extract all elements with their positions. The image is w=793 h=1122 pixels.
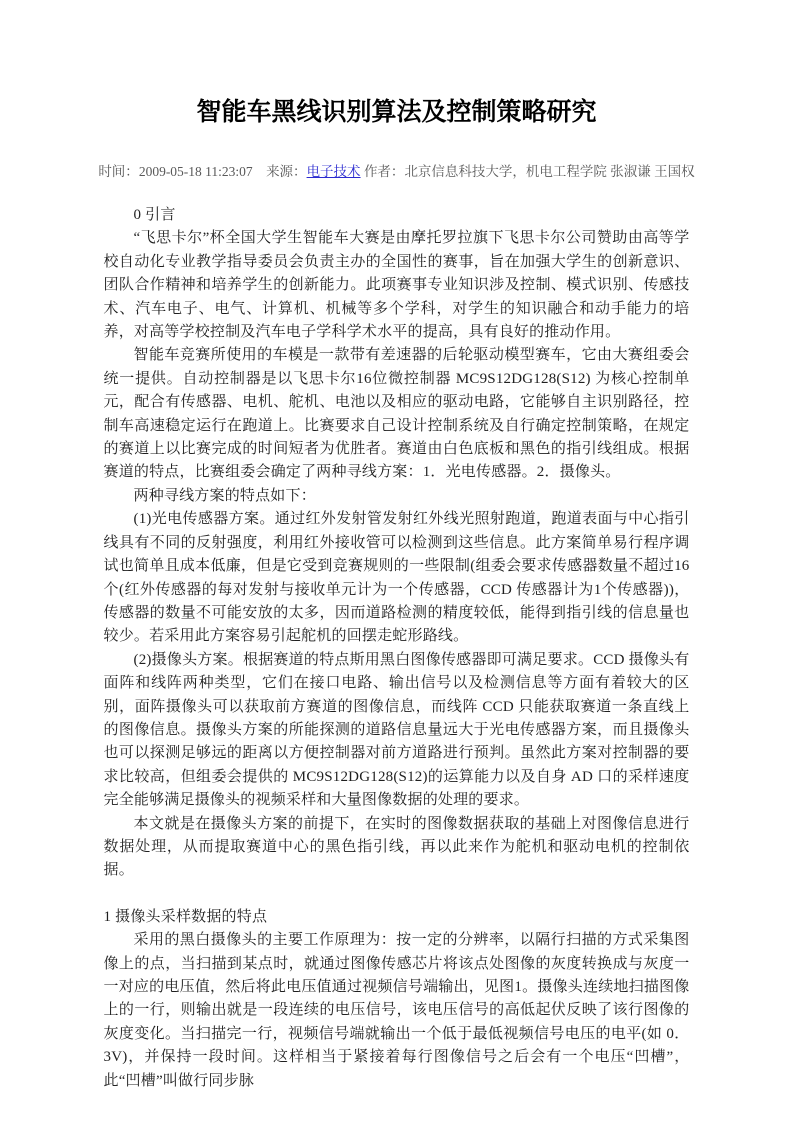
paragraph-camera-scheme: (2)摄像头方案。根据赛道的特点斯用黑白图像传感器即可满足要求。CCD 摄像头有面阵和线阵两种类型，它们在接口电路、输出信号以及检测信息等方面有着较大的区别，面阵摄像头可以获取前方赛道的图像信息，而线阵 CCD 只能获取赛道一条直线上的图像信息。摄像头方案的所能探测的道路信息量远大于光电传感器方案，而且摄像头也可以探测足够远的距离以方便控制器对前方道路进行预判。虽然此方案对控制器的要求比较高，但组委会提供的 MC9S12DG128(S12)的运算能力以及自身 AD 口的采样速度完全能够满足摄像头的视频采样和大量图像数据的处理的要求。 bbox=[103, 651, 690, 809]
paragraph-camera-principle: 采用的黑白摄像头的主要工作原理为：按一定的分辨率，以隔行扫描的方式采集图像上的点，当扫描到某点时，就通过图像传感芯片将该点处图像的灰度转换成与灰度一一对应的电压值，然后将此电压值通过视频信号端输出，见图1。摄像头连续地扫描图像上的一行，则输出就是一段连续的电压信号，该电压信号的高低起伏反映了该行图像的灰度变化。当扫描完一行，视频信号端就输出一个低于最低视频信号电压的电平(如 0．3V)，并保持一段时间。这样相当于紧接着每行图像信号之后会有一个电压“凹槽”，此“凹槽”叫做行同步脉 bbox=[103, 932, 690, 1089]
meta-time-value: 2009-05-18 11:23:07 bbox=[138, 164, 253, 179]
section-heading-1-camera-sampling: 1 摄像头采样数据的特点 bbox=[103, 908, 268, 925]
paragraph-this-paper: 本文就是在摄像头方案的前提下，在实时的图像数据获取的基础上对图像信息进行数据处理，从而提取赛道中心的黑色指引线，再以此来作为舵机和驱动电机的控制依据。 bbox=[103, 815, 690, 879]
meta-source-link[interactable]: 电子技术 bbox=[306, 164, 361, 179]
article-body bbox=[104, 204, 690, 1093]
meta-source-label: 来源： bbox=[266, 164, 307, 179]
meta-time-label: 时间： bbox=[98, 164, 139, 179]
paragraph-car-model: 智能车竞赛所使用的车模是一款带有差速器的后轮驱动模型赛车，它由大赛组委会统一提供。自动控制器是以飞思卡尔16位微控制器 MC9S12DG128(S12) 为核心控制单元，配合有传感器、电机、舵机、电池以及相应的驱动电路，它能够自主识别路径，控制车高速稳定运行在跑道上。比赛要求自己设计控制系统及自行确定控制策略，在规定的赛道上以比赛完成的时间短者为优胜者。赛道由白色底板和黑色的指引线组成。根据赛道的特点，比赛组委会确定了两种寻线方案：1．光电传感器。2．摄像头。 bbox=[103, 347, 690, 481]
meta-author-value: 北京信息科技大学，机电工程学院 张淑谦 王国权 bbox=[404, 164, 695, 179]
meta-author-label: 作者： bbox=[363, 164, 405, 179]
section-heading-0-intro: 0 引言 bbox=[133, 207, 176, 223]
paragraph-competition-overview: “飞思卡尔”杯全国大学生智能车大赛是由摩托罗拉旗下飞思卡尔公司赞助由高等学校自动化专业教学指导委员会负责主办的全国性的赛事，旨在加强大学生的创新意识、团队合作精神和培养学生的创新能力。此项赛事专业知识涉及控制、模式识别、传感技术、汽车电子、电气、计算机、机械等多个学科，对学生的知识融合和动手能力的培养，对高等学校控制及汽车电子学科学术水平的提高，具有良好的推动作用。 bbox=[103, 230, 690, 341]
article-meta bbox=[97, 158, 697, 185]
paragraph-two-schemes-intro: 两种寻线方案的特点如下： bbox=[133, 487, 316, 504]
page-title: 智能车黑线识别算法及控制策略研究 bbox=[196, 99, 597, 126]
paragraph-photoelectric-scheme: (1)光电传感器方案。通过红外发射管发射红外线光照射跑道，跑道表面与中心指引线具有不同的反射强度，利用红外接收管可以检测到这些信息。此方案简单易行程序调试也简单且成本低廉，但是它受到竞赛规则的一些限制(组委会要求传感器数量不超过16个(红外传感器的每对发射与接收单元计为一个传感器，CCD 传感器计为1个传感器))，传感器的数量不可能安放的太多，因而道路检测的精度较低，能得到指引线的信息量也较少。若采用此方案容易引起舵机的回摆走蛇形路线。 bbox=[103, 511, 690, 645]
